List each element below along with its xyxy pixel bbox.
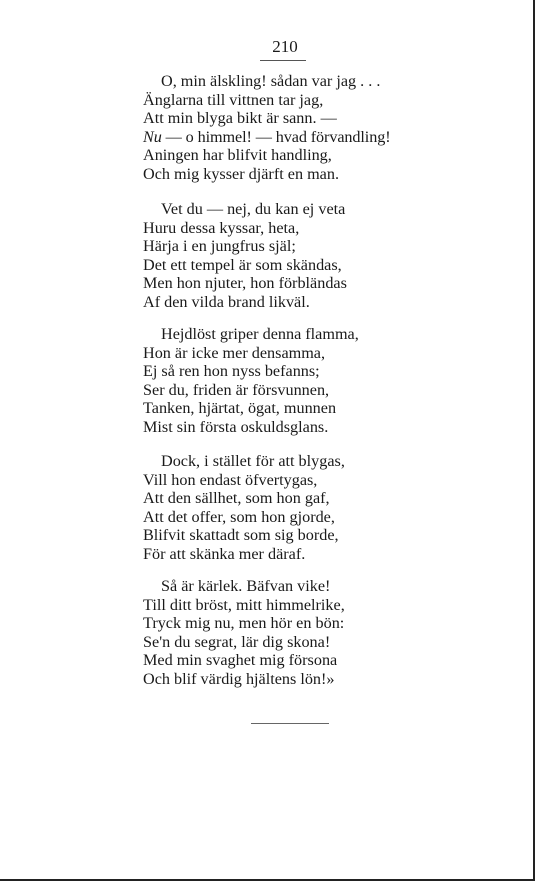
poem-line: Att den sällhet, som hon gaf,	[143, 489, 330, 508]
poem-line: För att skänka mer däraf.	[143, 544, 306, 563]
poem-line: Hejdlöst griper denna flamma,	[161, 325, 359, 343]
poem-line: Vet du — nej, du kan ej veta	[161, 200, 346, 218]
poem-line: Blifvit skattadt som sig borde,	[143, 526, 339, 545]
poem-line: Tanken, hjärtat, ögat, munnen	[143, 399, 337, 418]
poem-line: Tryck mig nu, men hör en bön:	[143, 614, 345, 633]
poem-line: Dock, i stället för att blygas,	[161, 452, 345, 470]
poem-line: Af den vilda brand likväl.	[143, 292, 310, 311]
poem-line: Mist sin första oskuldsglans.	[143, 417, 329, 436]
poem-line: Se'n du segrat, lär dig skona!	[143, 632, 331, 651]
poem-line: Det ett tempel är som skändas,	[143, 255, 342, 274]
poem-line: Att det offer, som hon gjorde,	[143, 507, 335, 526]
poem-line: Änglarna till vittnen tar jag,	[143, 90, 324, 109]
end-divider	[251, 723, 329, 724]
page-number-underline	[260, 60, 306, 61]
poem-line: Och blif värdig hjältens lön!»	[143, 669, 335, 688]
stanza-3	[143, 325, 463, 437]
poem-line: Vill hon endast öfvertygas,	[143, 470, 318, 489]
poem-line: Huru dessa kyssar, heta,	[143, 218, 300, 237]
poem-line: Till ditt bröst, mitt himmelrike,	[143, 595, 345, 614]
poem-line: Och mig kysser djärft en man.	[143, 164, 339, 183]
poem-line: Härja i en jungfrus själ;	[143, 237, 296, 256]
italic-word: Nu	[143, 127, 162, 146]
poem-line: Nu — o himmel! — hvad förvandling!	[143, 127, 391, 146]
poem-line: Ej så ren hon nyss befanns;	[143, 362, 320, 381]
poem-line: O, min älskling! sådan var jag . . .	[161, 72, 381, 90]
poem-line: Att min blyga bikt är sann. —	[143, 109, 337, 128]
poem-line: Men hon njuter, hon förbländas	[143, 274, 347, 293]
stanza-4	[143, 452, 463, 564]
page-number: 210	[272, 37, 298, 56]
stanza-2	[143, 200, 463, 312]
poem-line: Aningen har blifvit handling,	[143, 146, 332, 165]
stanza-1	[143, 72, 463, 184]
poem-line: Ser du, friden är försvunnen,	[143, 380, 330, 399]
poem-line: Så är kärlek. Bäfvan vike!	[161, 577, 331, 595]
poem-line: Med min svaghet mig försona	[143, 651, 338, 670]
stanza-5	[143, 577, 463, 689]
poem-line: Hon är icke mer densamma,	[143, 343, 326, 362]
